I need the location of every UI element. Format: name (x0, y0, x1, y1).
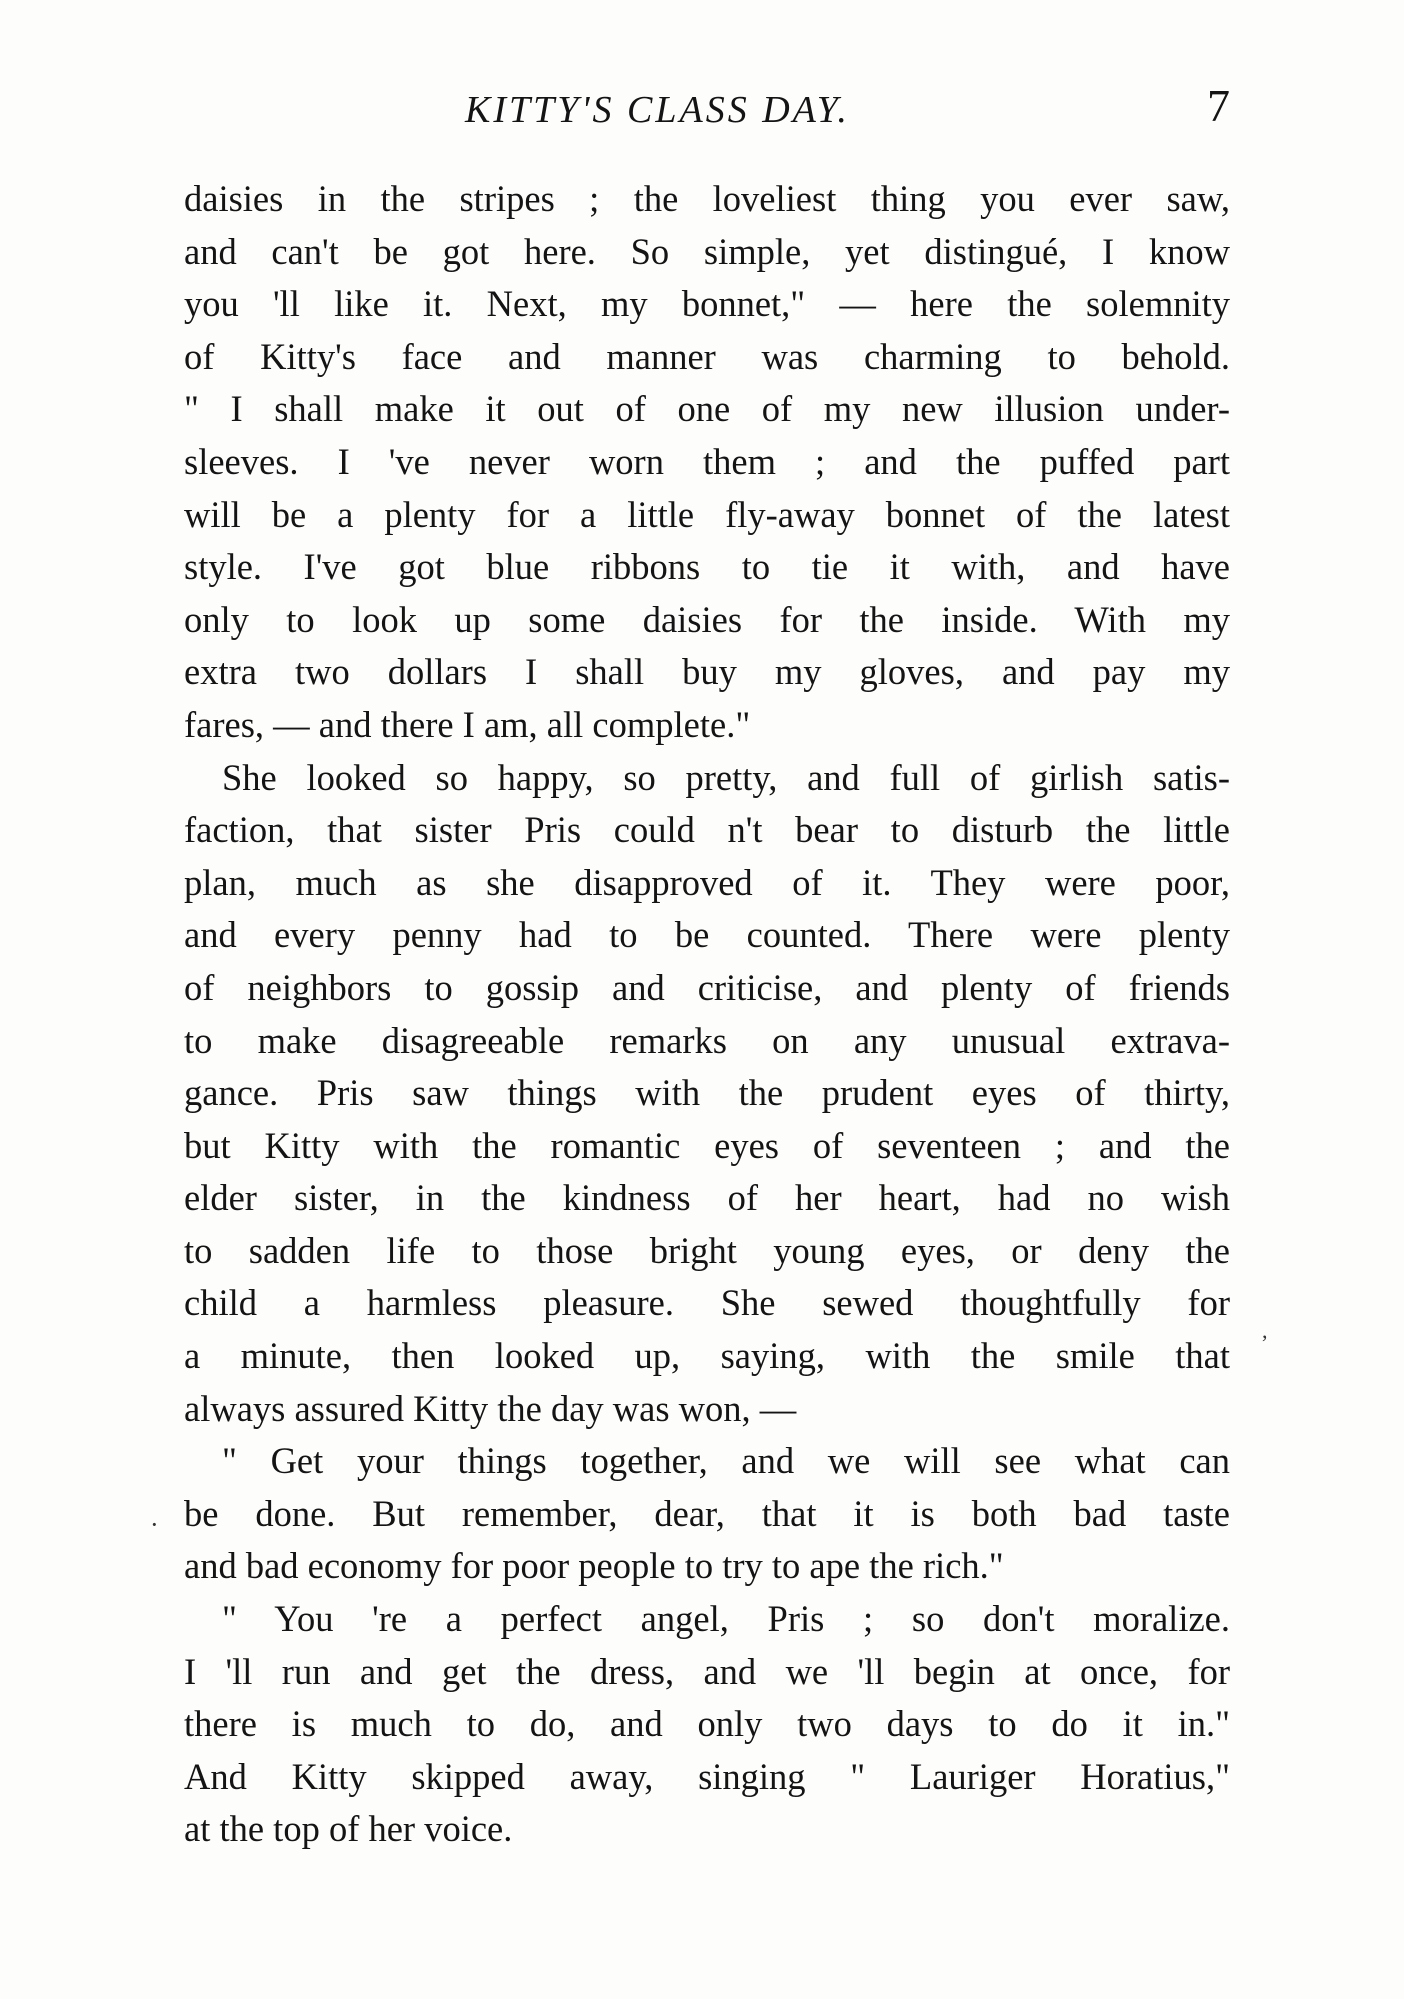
text-line: of neighbors to gossip and criticise, and plenty of friends (184, 966, 1230, 1008)
text-line: extra two dollars I shall buy my gloves, and pay my (184, 651, 1230, 693)
text-line: She looked so happy, so pretty, and full of girlish satis- (222, 756, 1230, 798)
text-line: and can't be got here. So simple, yet distingué, I know (184, 230, 1230, 272)
text-line: And Kitty skipped away, singing " Lauriger Horatius," (184, 1755, 1230, 1797)
text-line: but Kitty with the romantic eyes of seventeen ; and the (184, 1124, 1230, 1166)
body-text (184, 173, 1230, 1856)
text-line: daisies in the stripes ; the loveliest thing you ever saw, (184, 178, 1230, 219)
text-line: to sadden life to those bright young eyes, or deny the (184, 1229, 1230, 1271)
text-line: always assured Kitty the day was won, — (184, 1387, 797, 1429)
page-number: 7 (1207, 80, 1230, 131)
text-line: there is much to do, and only two days to do it in." (184, 1703, 1230, 1745)
text-line: gance. Pris saw things with the prudent eyes of thirty, (184, 1072, 1230, 1114)
text-line: a minute, then looked up, saying, with the smile that (184, 1335, 1230, 1377)
text-line: will be a plenty for a little fly-away bonnet of the latest (184, 493, 1230, 535)
text-line: elder sister, in the kindness of her heart, had no wish (184, 1177, 1230, 1219)
text-line: fares, — and there I am, all complete." (184, 703, 751, 745)
running-head (180, 80, 1230, 140)
margin-speck: , (1262, 1318, 1268, 1343)
text-line: you 'll like it. Next, my bonnet," — here the solemnity (184, 283, 1230, 325)
text-line: be done. But remember, dear, that it is both bad taste (184, 1492, 1230, 1534)
text-line: only to look up some daisies for the inside. With my (184, 598, 1230, 640)
text-line: " Get your things together, and we will see what can (222, 1440, 1230, 1482)
text-line: child a harmless pleasure. She sewed thoughtfully for (184, 1282, 1230, 1324)
text-line: I 'll run and get the dress, and we 'll begin at once, for (184, 1650, 1230, 1692)
text-line: plan, much as she disapproved of it. They were poor, (184, 861, 1230, 903)
margin-speck: · (150, 1510, 159, 1539)
text-line: " You 're a perfect angel, Pris ; so don't moralize. (222, 1598, 1230, 1640)
text-line: at the top of her voice. (184, 1808, 513, 1850)
text-line: faction, that sister Pris could n't bear to disturb the little (184, 809, 1230, 851)
text-line: " I shall make it out of one of my new illusion under- (184, 388, 1230, 430)
text-line: of Kitty's face and manner was charming to behold. (184, 335, 1230, 377)
text-line: sleeves. I 've never worn them ; and the puffed part (184, 440, 1230, 482)
text-line: style. I've got blue ribbons to tie it with, and have (184, 546, 1230, 588)
text-line: and every penny had to be counted. There were plenty (184, 914, 1230, 956)
text-line: and bad economy for poor people to try to ape the rich." (184, 1545, 1004, 1587)
text-line: to make disagreeable remarks on any unusual extrava- (184, 1019, 1230, 1061)
running-title: KITTY'S CLASS DAY. (465, 89, 850, 131)
